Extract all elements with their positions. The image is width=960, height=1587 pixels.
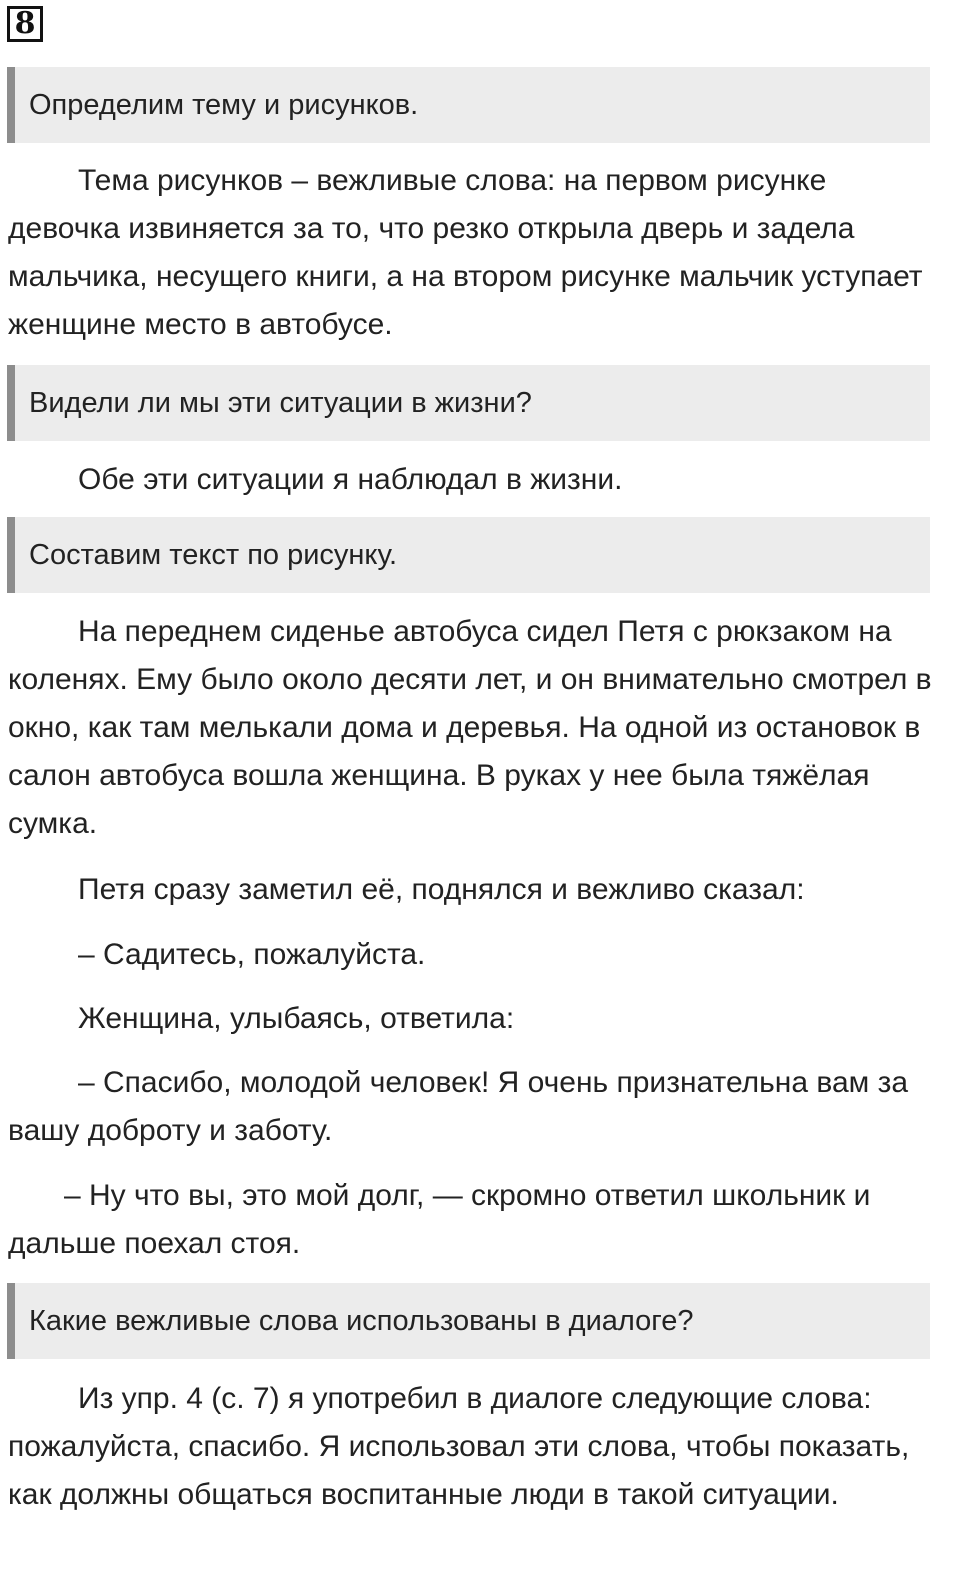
story-paragraph-4: Женщина, улыбаясь, ответила:	[78, 1002, 515, 1035]
story-paragraph-2: Петя сразу заметил её, поднялся и вежливо сказал:	[78, 873, 805, 906]
story-paragraph-5: – Спасибо, молодой человек! Я очень признательна вам за вашу доброту и заботу.	[8, 1066, 909, 1147]
exercise-number: 8	[7, 6, 43, 42]
answer-life: Обе эти ситуации я наблюдал в жизни.	[78, 463, 623, 496]
question-polite-words: Какие вежливые слова использованы в диалоге?	[7, 1283, 930, 1359]
question-topic: Определим тему и рисунков.	[7, 67, 930, 143]
answer-topic: Тема рисунков – вежливые слова: на первом рисунке девочка извиняется за то, что резко открыла дверь и задела мальчика, несущего книги, а на втором рисунке мальчик уступает женщине место в автобусе.	[8, 164, 923, 341]
question-compose: Составим текст по рисунку.	[7, 517, 930, 593]
story-paragraph-6: – Ну что вы, это мой долг, — скромно ответил школьник и дальше поехал стоя.	[8, 1179, 871, 1260]
story-paragraph-3: – Садитесь, пожалуйста.	[78, 938, 426, 971]
story-paragraph-1: На переднем сиденье автобуса сидел Петя с рюкзаком на коленях. Ему было около десяти лет, и он внимательно смотрел в окно, как там мелькали дома и деревья. На одной из остановок в салон автобуса вошла женщина. В руках у нее была тяжёлая сумка.	[8, 615, 932, 840]
question-life: Видели ли мы эти ситуации в жизни?	[7, 365, 930, 441]
answer-polite-words: Из упр. 4 (с. 7) я употребил в диалоге следующие слова: пожалуйста, спасибо. Я использовал эти слова, чтобы показать, как должны общаться воспитанные люди в такой ситуации.	[8, 1382, 910, 1511]
